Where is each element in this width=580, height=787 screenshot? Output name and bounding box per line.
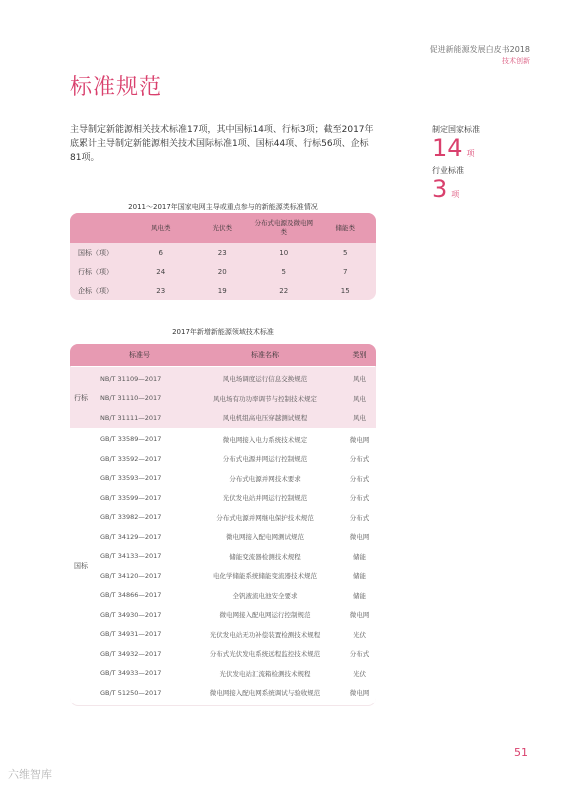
standard-category: 光伏 xyxy=(353,669,366,678)
table-row xyxy=(92,389,376,409)
standard-name: 风电机组高电压穿越测试规程 xyxy=(222,414,308,423)
standard-code: GB/T 51250—2017 xyxy=(100,688,162,697)
header-cell: 标准名称 xyxy=(251,351,279,359)
header-cell: 分布式电源及微电网类 xyxy=(254,219,313,236)
stat-industry xyxy=(432,165,464,202)
table-cell: 5 xyxy=(343,248,348,257)
header-cell: 光伏类 xyxy=(212,223,232,232)
header-cell: 标准号 xyxy=(129,351,150,359)
standard-code: GB/T 33599—2017 xyxy=(100,493,162,502)
stat-unit: 项 xyxy=(466,149,475,158)
stat-national xyxy=(432,124,480,161)
table-row xyxy=(92,369,376,389)
table-row xyxy=(70,281,376,300)
header-title: 促进新能源发展白皮书2018 xyxy=(429,45,530,54)
table-cell: 24 xyxy=(156,267,166,276)
table-row xyxy=(70,262,376,281)
standard-name: 微电网接入配电网测试规范 xyxy=(226,533,304,542)
standard-category: 储能 xyxy=(353,552,366,561)
table-cell: 6 xyxy=(158,248,163,257)
table-row xyxy=(92,683,376,703)
standard-category: 微电网 xyxy=(349,689,370,698)
standard-name: 光伏发电站无功补偿装置检测技术规程 xyxy=(209,630,321,639)
standard-code: GB/T 34931—2017 xyxy=(100,630,162,639)
standard-code: GB/T 33589—2017 xyxy=(100,435,162,444)
table-cell: 22 xyxy=(279,286,289,295)
group-label: 行标 xyxy=(74,394,88,403)
table-row xyxy=(92,449,376,469)
standard-code: NB/T 31111—2017 xyxy=(100,413,162,422)
standard-code: GB/T 34866—2017 xyxy=(100,591,162,600)
standard-category: 风电 xyxy=(353,375,366,384)
stat-unit: 项 xyxy=(451,190,460,199)
standard-code: GB/T 33592—2017 xyxy=(100,454,162,463)
standard-code: GB/T 34120—2017 xyxy=(100,571,162,580)
standard-category: 微电网 xyxy=(349,611,370,620)
standard-name: 全钒液流电池安全要求 xyxy=(232,591,298,600)
stat-label: 制定国家标准 xyxy=(432,125,480,134)
standard-category: 分布式 xyxy=(349,650,370,659)
standard-category: 微电网 xyxy=(349,533,370,542)
table-cell: 7 xyxy=(343,267,348,276)
group-label: 国标 xyxy=(74,562,88,570)
table-cell: 23 xyxy=(217,248,227,257)
table-row xyxy=(92,508,376,528)
table1-caption: 2011～2017年国家电网主导或重点参与的新能源类标准情况 xyxy=(128,203,318,211)
standard-category: 风电 xyxy=(353,394,366,403)
table-row xyxy=(92,605,376,625)
row-label: 行标（项） xyxy=(78,267,113,276)
standard-name: 风电场有功功率调节与控制技术规定 xyxy=(213,394,317,403)
stat-value: 3 xyxy=(432,175,448,203)
standard-category: 风电 xyxy=(353,414,366,423)
table-row xyxy=(92,430,376,450)
standard-name: 分布式电源并网继电保护技术规范 xyxy=(216,513,314,522)
standard-category: 储能 xyxy=(353,572,366,581)
table-row xyxy=(92,527,376,547)
table-row xyxy=(92,625,376,645)
standard-category: 分布式 xyxy=(349,474,370,483)
table-row xyxy=(92,664,376,684)
standard-name: 储能变流器检测技术规程 xyxy=(229,552,301,561)
table-row xyxy=(92,547,376,567)
table-cell: 5 xyxy=(281,267,286,276)
standard-name: 微电网接入配电网运行控制规范 xyxy=(219,611,311,620)
table-header-row xyxy=(70,213,376,243)
intro-paragraph: 主导制定新能源相关技术标准17项，其中国标14项、行标3项；截至2017年底累计主导制定新能源相关技术国际标准1项、国标44项、行标56项、企标81项。 xyxy=(70,125,374,163)
standard-code: GB/T 34129—2017 xyxy=(100,532,162,541)
standard-code: GB/T 33593—2017 xyxy=(100,474,162,483)
table-row xyxy=(92,408,376,428)
standard-category: 分布式 xyxy=(349,494,370,503)
standard-name: 风电场调度运行信息交换规范 xyxy=(222,375,308,384)
table-row xyxy=(70,243,376,262)
watermark: 六维智库 xyxy=(8,768,52,781)
table-cell: 20 xyxy=(217,267,227,276)
table-row xyxy=(92,586,376,606)
header-cell: 风电类 xyxy=(151,223,171,232)
header-subtitle: 技术创新 xyxy=(502,57,530,65)
standard-name: 分布式电源并网运行控制规范 xyxy=(222,455,308,464)
standard-name: 分布式电源并网技术要求 xyxy=(229,474,301,483)
row-label: 企标（项） xyxy=(78,286,113,295)
row-label: 国标（项） xyxy=(78,248,113,257)
table-row xyxy=(92,488,376,508)
table-row xyxy=(92,644,376,664)
standard-category: 微电网 xyxy=(349,435,370,444)
table-row xyxy=(92,566,376,586)
table-cell: 23 xyxy=(156,286,166,295)
standard-name: 微电网接入电力系统技术规定 xyxy=(222,435,308,444)
page-title: 标准规范 xyxy=(70,75,163,100)
page-number: 51 xyxy=(514,746,528,759)
new-standards-table xyxy=(70,344,376,706)
standard-name: 微电网接入配电网系统调试与验收规范 xyxy=(209,689,321,698)
standard-code: GB/T 34133—2017 xyxy=(100,552,162,561)
standard-category: 分布式 xyxy=(349,513,370,522)
table-header-row xyxy=(70,344,376,366)
standard-code: GB/T 34930—2017 xyxy=(100,610,162,619)
standard-name: 电化学储能系统储能变流器技术规范 xyxy=(213,572,317,581)
standard-code: NB/T 31109—2017 xyxy=(100,374,162,383)
standard-code: GB/T 34933—2017 xyxy=(100,669,162,678)
standard-name: 分布式光伏发电系统远程监控技术规范 xyxy=(209,650,321,659)
standard-code: GB/T 34932—2017 xyxy=(100,649,162,658)
standards-summary-table xyxy=(70,213,376,300)
standard-name: 光伏发电站汇流箱检测技术规程 xyxy=(219,669,311,678)
stat-label: 行业标准 xyxy=(432,166,464,175)
table-row xyxy=(92,469,376,489)
header-cell: 储能类 xyxy=(335,223,355,232)
standard-code: GB/T 33982—2017 xyxy=(100,513,162,522)
standard-category: 储能 xyxy=(353,591,366,600)
standard-category: 光伏 xyxy=(353,630,366,639)
table-cell: 19 xyxy=(217,286,227,295)
standard-code: NB/T 31110—2017 xyxy=(100,394,162,403)
table-cell: 10 xyxy=(279,248,289,257)
header-cell: 类别 xyxy=(352,351,367,359)
stat-value: 14 xyxy=(432,134,463,162)
table-cell: 15 xyxy=(340,286,350,295)
table2-caption: 2017年新增新能源领域技术标准 xyxy=(172,328,274,336)
standard-name: 光伏发电站并网运行控制规范 xyxy=(222,494,308,503)
standard-category: 分布式 xyxy=(349,455,370,464)
